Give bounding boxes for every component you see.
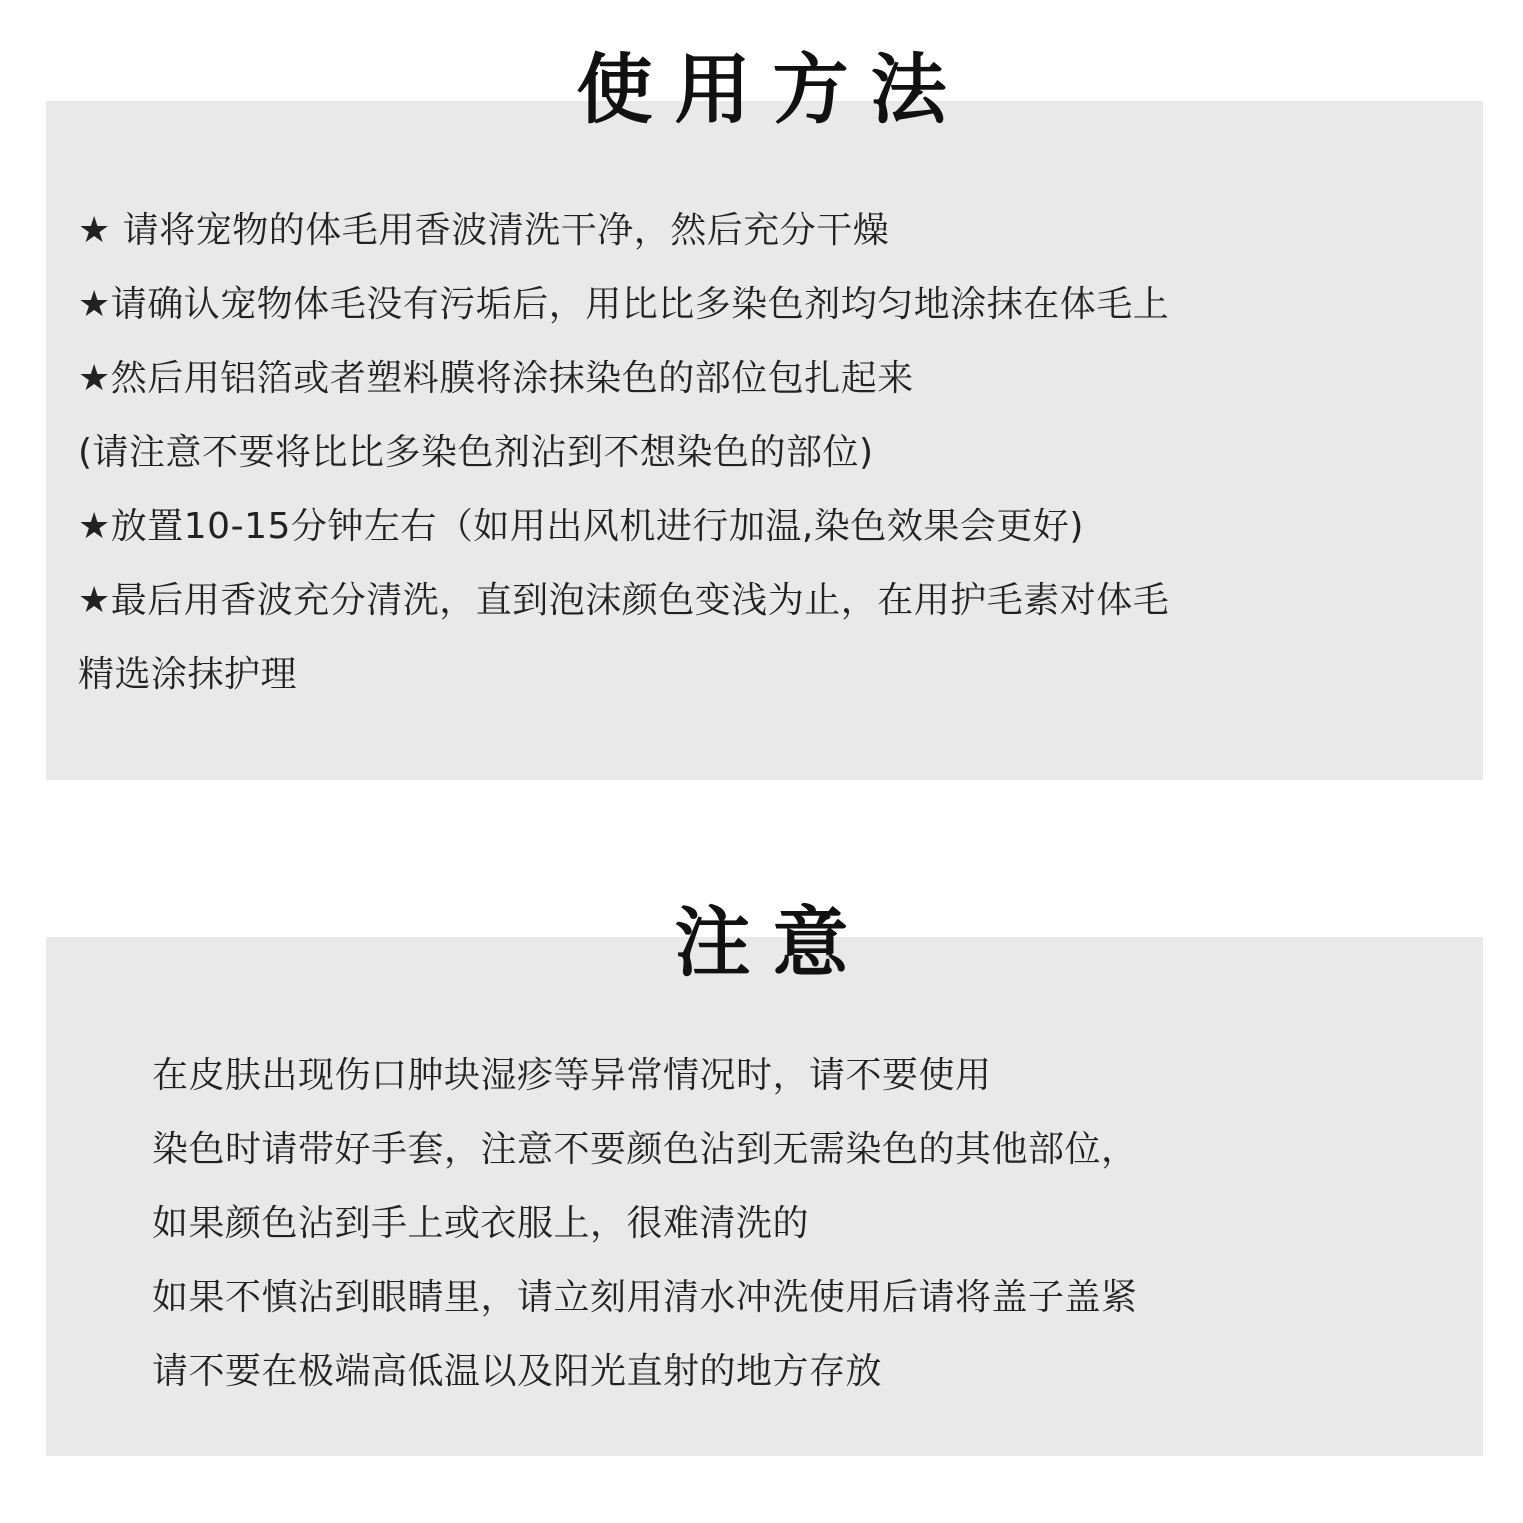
notice-line-5: 请不要在极端高低温以及阳光直射的地方存放 <box>152 1351 883 1392</box>
usage-title: 使用方法 <box>576 45 969 134</box>
notice-line-3: 如果颜色沾到手上或衣服上，很难清洗的 <box>152 1203 810 1244</box>
usage-line-7: 精选涂抹护理 <box>78 654 298 695</box>
usage-line-3: ★然后用铝箔或者塑料膜将涂抹染色的部位包扎起来 <box>78 358 914 399</box>
usage-line-1: ★ 请将宠物的体毛用香波清洗干净，然后充分干燥 <box>78 210 890 251</box>
usage-line-4: (请注意不要将比比多染色剂沾到不想染色的部位) <box>78 432 874 473</box>
notice-title: 注意 <box>674 898 871 987</box>
usage-line-2: ★请确认宠物体毛没有污垢后，用比比多染色剂均匀地涂抹在体毛上 <box>78 284 1170 325</box>
notice-line-1: 在皮肤出现伤口肿块湿疹等异常情况时，请不要使用 <box>152 1055 992 1096</box>
usage-line-6: ★最后用香波充分清洗，直到泡沫颜色变浅为止，在用护毛素对体毛 <box>78 580 1170 621</box>
usage-line-5: ★放置10-15分钟左右（如用出风机进行加温,染色效果会更好) <box>78 506 1084 547</box>
notice-line-2: 染色时请带好手套，注意不要颜色沾到无需染色的其他部位， <box>152 1129 1138 1170</box>
notice-line-4: 如果不慎沾到眼睛里，请立刻用清水冲洗使用后请将盖子盖紧 <box>152 1277 1138 1318</box>
